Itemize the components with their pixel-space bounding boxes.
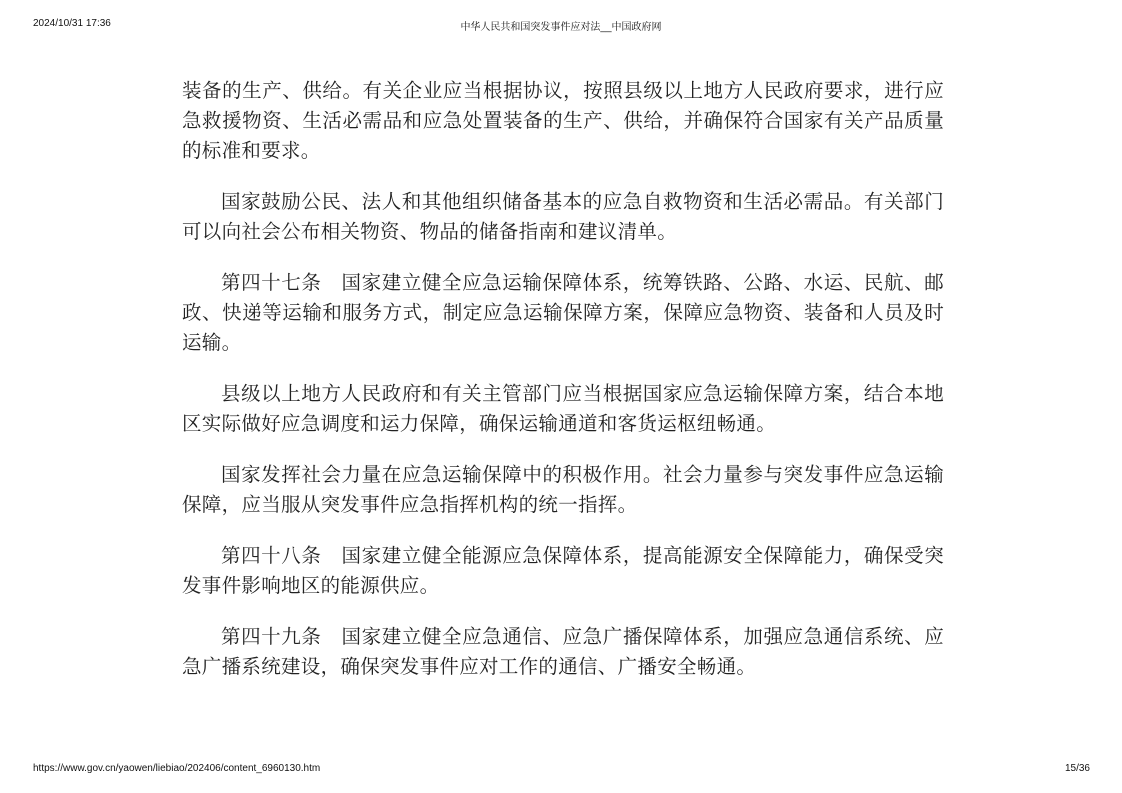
paragraph-continuation: 装备的生产、供给。有关企业应当根据协议，按照县级以上地方人民政府要求，进行应急救援物资、生活必需品和应急处置装备的生产、供给，并确保符合国家有关产品质量的标准和要求。: [182, 79, 944, 162]
article-49: 第四十九条 国家建立健全应急通信、应急广播保障体系，加强应急通信系统、应急广播系统建设，确保突发事件应对工作的通信、广播安全畅通。: [182, 625, 944, 678]
paragraph: 国家发挥社会力量在应急运输保障中的积极作用。社会力量参与突发事件应急运输保障，应当服从突发事件应急指挥机构的统一指挥。: [182, 463, 944, 516]
article-48: 第四十八条 国家建立健全能源应急保障体系，提高能源安全保障能力，确保受突发事件影响地区的能源供应。: [182, 544, 944, 597]
page-title: 中华人民共和国突发事件应对法__中国政府网: [460, 22, 662, 33]
article-body: [182, 76, 944, 703]
print-header: [0, 18, 1122, 38]
print-datetime: 2024/10/31 17:36: [33, 18, 111, 29]
paragraph: 县级以上地方人民政府和有关主管部门应当根据国家应急运输保障方案，结合本地区实际做好应急调度和运力保障，确保运输通道和客货运枢纽畅通。: [182, 382, 944, 435]
page-number: 15/36: [1064, 763, 1090, 774]
print-footer: [0, 763, 1122, 783]
paragraph: 国家鼓励公民、法人和其他组织储备基本的应急自救物资和生活必需品。有关部门可以向社会公布相关物资、物品的储备指南和建议清单。: [182, 190, 944, 243]
article-47: 第四十七条 国家建立健全应急运输保障体系，统筹铁路、公路、水运、民航、邮政、快递等运输和服务方式，制定应急运输保障方案，保障应急物资、装备和人员及时运输。: [182, 271, 944, 354]
page-url: https://www.gov.cn/yaowen/liebiao/202406/content_6960130.htm: [33, 763, 321, 774]
